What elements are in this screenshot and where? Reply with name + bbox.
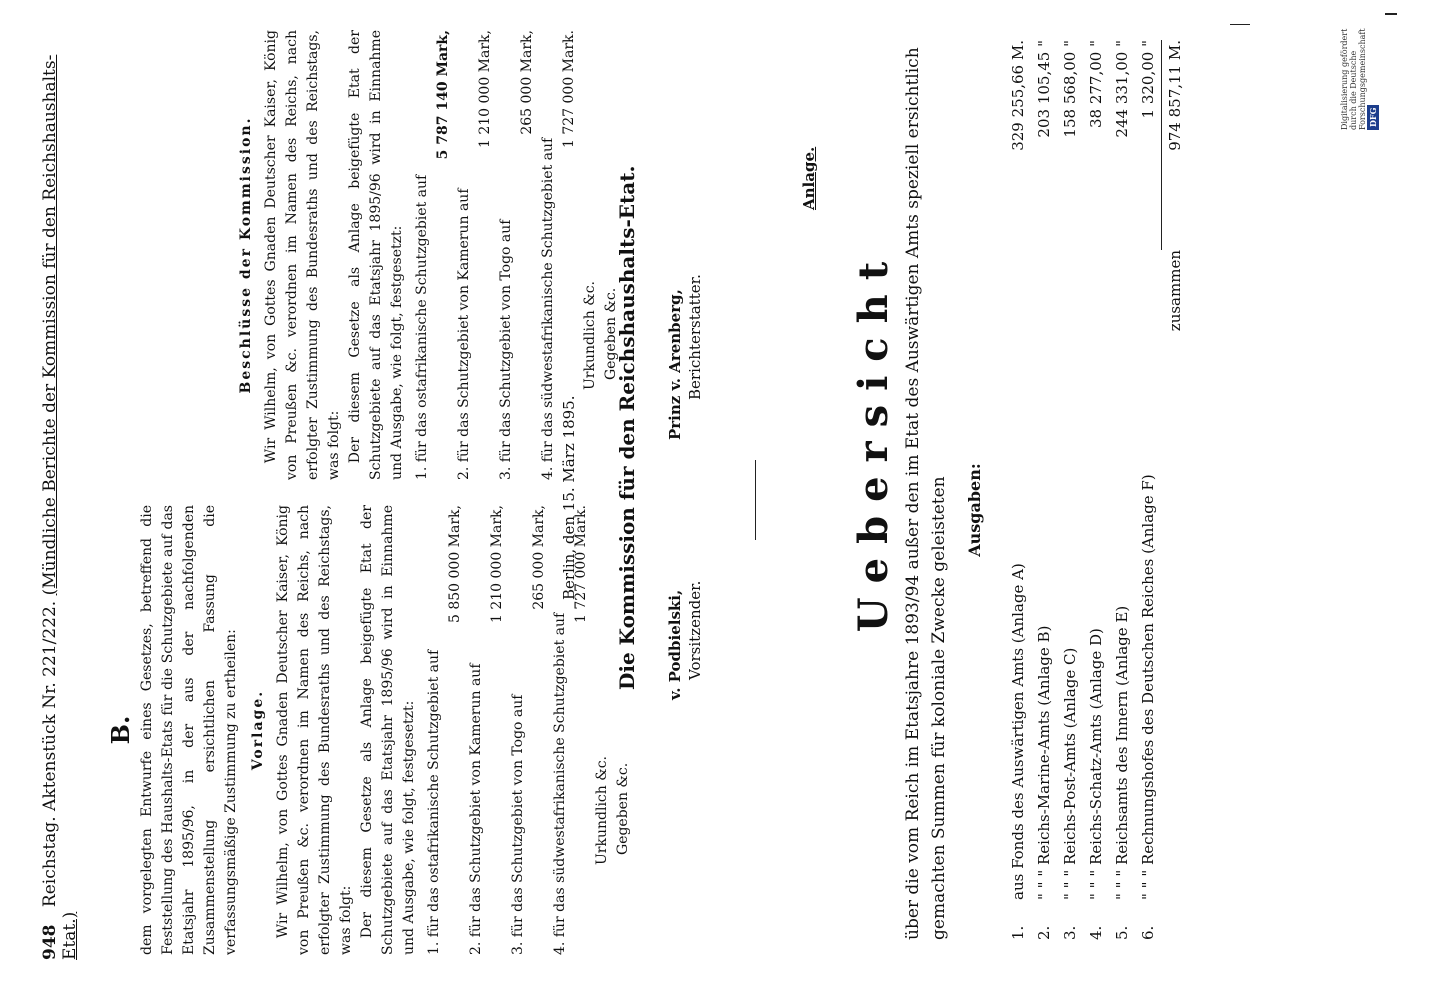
left-column [106,505,634,955]
list-item: 1. für das ostafrikanische Schutzgebiet auf 5 787 140 Mark, [414,30,451,480]
left-para-1: Wir Wilhelm, von Gottes Gnaden Deutscher Kaiser, König von Preußen &c. verordnen im Namen des Reichs, nach erfolgter Zustimmung des Bundesraths und des Reichstags, was folgt: [275,505,354,955]
ausgaben-table [1005,40,1188,940]
anlage-label: Anlage. [800,146,818,210]
list-item: 2. für das Schutzgebiet von Kamerun auf 1 210 000 Mark, [468,505,505,955]
scan-note: Digitalisierung gefördert durch die Deutsche Forschungsgemeinschaft [1340,28,1367,130]
table-row: 3. " " " Reichs-Post-Amts (Anlage C) 158 568,00 " [1061,40,1079,940]
right-para-1: Wir Wilhelm, von Gottes Gnaden Deutscher Kaiser, König von Preußen &c. verordnen im Namen des Reichs, nach erfolgter Zustimmung des Bundesraths und des Reichstags, was folgt: [263,30,342,480]
list-item: 2. für das Schutzgebiet von Kamerun auf 1 210 000 Mark, [456,30,493,480]
right-close-2: Gegeben &c. [603,287,619,380]
left-para-2: Der diesem Gesetze als Anlage beigefügte Etat der Schutzgebiete auf das Etatsjahr 1895/96 wird in Einnahme und Ausgabe, wie folgt, festgesetzt: [359,505,417,955]
list-item: 1. für das ostafrikanische Schutzgebiet auf 5 850 000 Mark, [426,505,463,955]
list-item: 4. für das südwestafrikanische Schutzgebiet auf 1 727 000 Mark. [540,30,577,480]
table-row: 2. " " " Reichs-Marine-Amts (Anlage B) 203 105,45 " [1035,40,1053,940]
signature-chair [665,450,705,700]
right-items [412,30,580,480]
section-letter: B. [106,715,135,745]
page-header [40,30,80,960]
chair-role: Vorsitzender. [686,580,704,680]
margin-mark [1230,24,1250,25]
right-close-1: Urkundlich &c. [582,281,598,390]
list-item: 3. für das Schutzgebiet von Togo auf 265 000 Mark, [510,505,547,955]
rapporteur-name: Prinz v. Arenberg, [666,289,684,440]
total-label: zusammen [1166,250,1184,332]
right-para-2: Der diesem Gesetze als Anlage beigefügte Etat der Schutzgebiete auf das Etatsjahr 1895/96 wird in Einnahme und Ausgabe, wie folgt, festgesetzt: [347,30,405,480]
total-value: 974 857,11 M. [1166,40,1184,151]
uebersicht-title: Uebersicht [850,247,897,633]
table-row: 5. " " " Reichsamts des Innern (Anlage E) 244 331,00 " [1113,40,1131,940]
chair-name: v. Podbielski, [666,589,684,700]
margin-mark [1385,13,1397,15]
kommission-title: Die Kommission für den Reichshaushalts-Etat. [615,165,639,690]
page-number: 948 [40,924,60,960]
vorlage-heading: Vorlage. [250,689,266,771]
list-item: 4. für das südwestafrikanische Schutzgebiet auf 1 727 000 Mark. [552,505,589,955]
intro-paragraph: dem vorgelegten Entwurfe eines Gesetzes, betreffend die Feststellung des Haushalts-Etats für die Schutzgebiete auf das Etatsjahr 1895/96, in der aus der nachfolgenden Zusammenstellung ersichtlichen Fassung die verfassungsmäßige Zustimmung zu ertheilen: [139,505,239,955]
beschluesse-heading: Beschlüsse der Kommission. [238,116,254,394]
table-row: 4. " " " Reichs-Schatz-Amts (Anlage D) 38 277,00 " [1087,40,1105,940]
header-prefix: Reichstag. [40,816,60,908]
uebersicht-subtitle: über die vom Reich im Etatsjahre 1893/94 außer den im Etat des Auswärtigen Amts speziell ersichtlich gemachten Summen für koloniale Zwecke geleisteten [903,47,949,940]
table-row: 6. " " " Rechnungshofes des Deutschen Reiches (Anlage F) 1 320,00 " [1139,40,1157,940]
date-line: Berlin, den 15. März 1895. [560,395,578,600]
rapporteur-role: Berichterstatter. [686,274,704,400]
divider [755,460,756,540]
total-row [1162,40,1188,940]
signature-rapporteur [665,160,705,440]
left-close-1: Urkundlich &c. [594,756,610,865]
scan-attribution [1340,10,1379,130]
ausgaben-heading: Ausgaben: [965,463,984,557]
list-item: 3. für das Schutzgebiet von Togo auf 265 000 Mark, [498,30,535,480]
table-row: 1. aus Fonds des Auswärtigen Amts (Anlage A) 329 255,66 M. [1009,40,1027,940]
dfg-logo: DFG [1367,105,1379,130]
header-aktenstueck: Aktenstück Nr. 221/222. [40,600,60,811]
header-title: (Mündliche Berichte der Kommission für den Reichshaushalts-Etat.) [40,54,80,960]
left-close-2: Gegeben &c. [615,762,631,855]
